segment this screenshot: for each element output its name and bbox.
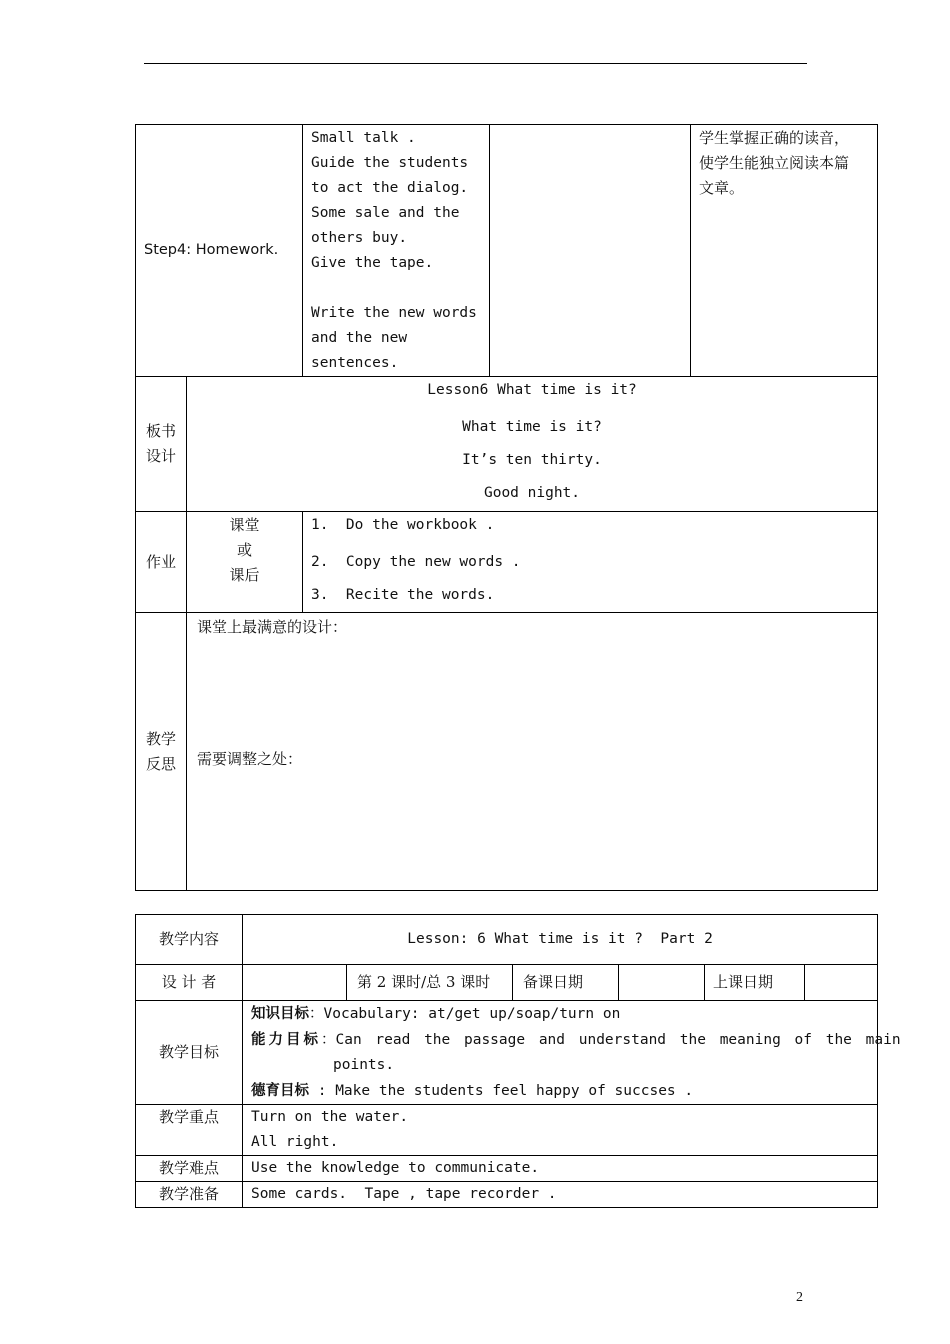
- header-rule: [144, 63, 807, 64]
- homework-type-line: 课后: [229, 566, 260, 584]
- homework-item: 3. Recite the words.: [311, 587, 495, 603]
- prep-date-label-cell: [513, 965, 619, 1001]
- preparation-row: [136, 1182, 878, 1208]
- difficulty-label-cell: [136, 1156, 243, 1182]
- teacher-line: sentences.: [311, 355, 399, 371]
- ability-goal-text-cont: points.: [333, 1057, 395, 1073]
- ability-goal-label: 能力目标: [251, 1031, 321, 1048]
- purpose-cell: [691, 125, 878, 377]
- purpose-line: 使学生能独立阅读本篇: [699, 154, 850, 172]
- reflection-best-label: 课堂上最满意的设计：: [197, 618, 348, 636]
- difficulty-label: 教学难点: [158, 1159, 219, 1177]
- teacher-line: Guide the students: [311, 155, 469, 171]
- purpose-line: 学生掌握正确的读音，: [699, 129, 850, 147]
- homework-item: 1. Do the workbook .: [311, 517, 495, 533]
- period-text: 第 2 课时/总 3 课时: [357, 973, 491, 991]
- knowledge-goal-text: ：Vocabulary: at/get up/soap/turn on: [309, 1006, 621, 1022]
- key-content-cell: [243, 1105, 878, 1156]
- ability-goal-text: ：Can read the passage and understand the meaning of the main: [321, 1032, 901, 1048]
- board-label-cell: [136, 377, 187, 512]
- key-label: 教学重点: [158, 1108, 219, 1126]
- content-label: 教学内容: [158, 930, 219, 948]
- teacher-line: Some sale and the: [311, 205, 460, 221]
- lesson-title: Lesson: 6 What time is it ? Part 2: [407, 931, 713, 947]
- step4-label: Step4: Homework.: [144, 242, 279, 258]
- teacher-line: [311, 276, 483, 301]
- board-design-row: [136, 377, 878, 512]
- difficulty-content-cell: [243, 1156, 878, 1182]
- prep-label: 教学准备: [158, 1185, 219, 1203]
- prep-date-label: 备课日期: [523, 973, 584, 991]
- step4-row: [136, 125, 878, 377]
- board-line: What time is it?: [462, 419, 602, 435]
- teacher-line: Give the tape.: [311, 255, 434, 271]
- student-activity-cell: [490, 125, 691, 377]
- teacher-line: others buy.: [311, 230, 408, 246]
- lesson-info-table: [135, 914, 901, 1208]
- homework-type-line: 课堂: [229, 516, 260, 534]
- class-date-label-cell: [705, 965, 805, 1001]
- homework-type-line: 或: [237, 541, 253, 559]
- teacher-activity-cell: [303, 125, 490, 377]
- homework-items-cell: [303, 512, 878, 613]
- moral-goal: [251, 1078, 869, 1104]
- designer-label: 设 计 者: [161, 973, 217, 991]
- prep-text: Some cards. Tape , tape recorder .: [251, 1186, 557, 1202]
- knowledge-goal: [251, 1001, 869, 1027]
- homework-label-cell: [136, 512, 187, 613]
- moral-goal-label: 德育目标: [251, 1082, 309, 1099]
- board-label: 设计: [145, 447, 176, 465]
- teacher-line: Small talk .: [311, 130, 416, 146]
- board-line: Lesson6 What time is it?: [427, 382, 637, 398]
- homework-label: 作业: [145, 552, 176, 571]
- board-label: 板书: [145, 422, 176, 440]
- reflection-label: 反思: [145, 754, 176, 773]
- ability-goal: [251, 1027, 901, 1053]
- homework-row: [136, 512, 878, 613]
- prep-content-cell: [243, 1182, 878, 1208]
- board-line: It’s ten thirty.: [462, 452, 602, 468]
- moral-goal-text: : Make the students feel happy of succses .: [309, 1083, 694, 1099]
- key-point: Turn on the water.: [251, 1109, 409, 1125]
- purpose-line: 文章。: [699, 179, 745, 197]
- reflection-label: 教学: [145, 729, 176, 748]
- reflection-row: [136, 613, 878, 891]
- homework-item: 2. Copy the new words .: [311, 554, 521, 570]
- difficulty-text: Use the knowledge to communicate.: [251, 1160, 540, 1176]
- teacher-line: to act the dialog.: [311, 180, 469, 196]
- period-cell: [347, 965, 513, 1001]
- class-date-label: 上课日期: [713, 973, 774, 991]
- page-number: 2: [796, 1290, 803, 1305]
- reflection-label-cell: [136, 613, 187, 891]
- class-date-value-cell: [805, 965, 878, 1001]
- teacher-line: Write the new words: [311, 305, 477, 321]
- difficulty-row: [136, 1156, 878, 1182]
- designer-row: [136, 965, 878, 1001]
- teacher-line: and the new: [311, 330, 408, 346]
- designer-value-cell: [243, 965, 347, 1001]
- content-label-cell: [136, 915, 243, 965]
- content-value-cell: [243, 915, 878, 965]
- prep-label-cell: [136, 1182, 243, 1208]
- key-points-row: [136, 1105, 878, 1156]
- reflection-adjust-label: 需要调整之处：: [197, 750, 303, 768]
- board-content-cell: [187, 377, 878, 512]
- key-label-cell: [136, 1105, 243, 1156]
- homework-type-cell: [187, 512, 303, 613]
- key-point: All right.: [251, 1134, 339, 1150]
- goals-label: 教学目标: [158, 1043, 219, 1061]
- lesson-plan-table: [135, 124, 878, 891]
- board-line: Good night.: [483, 485, 581, 501]
- reflection-content-cell: [187, 613, 878, 891]
- knowledge-goal-label: 知识目标: [251, 1005, 309, 1022]
- content-row: [136, 915, 878, 965]
- goals-content-cell: [243, 1001, 901, 1105]
- designer-label-cell: [136, 965, 243, 1001]
- step4-cell: [136, 125, 303, 377]
- goals-label-cell: [136, 1001, 243, 1105]
- prep-date-value-cell: [619, 965, 705, 1001]
- goals-row: [136, 1001, 878, 1105]
